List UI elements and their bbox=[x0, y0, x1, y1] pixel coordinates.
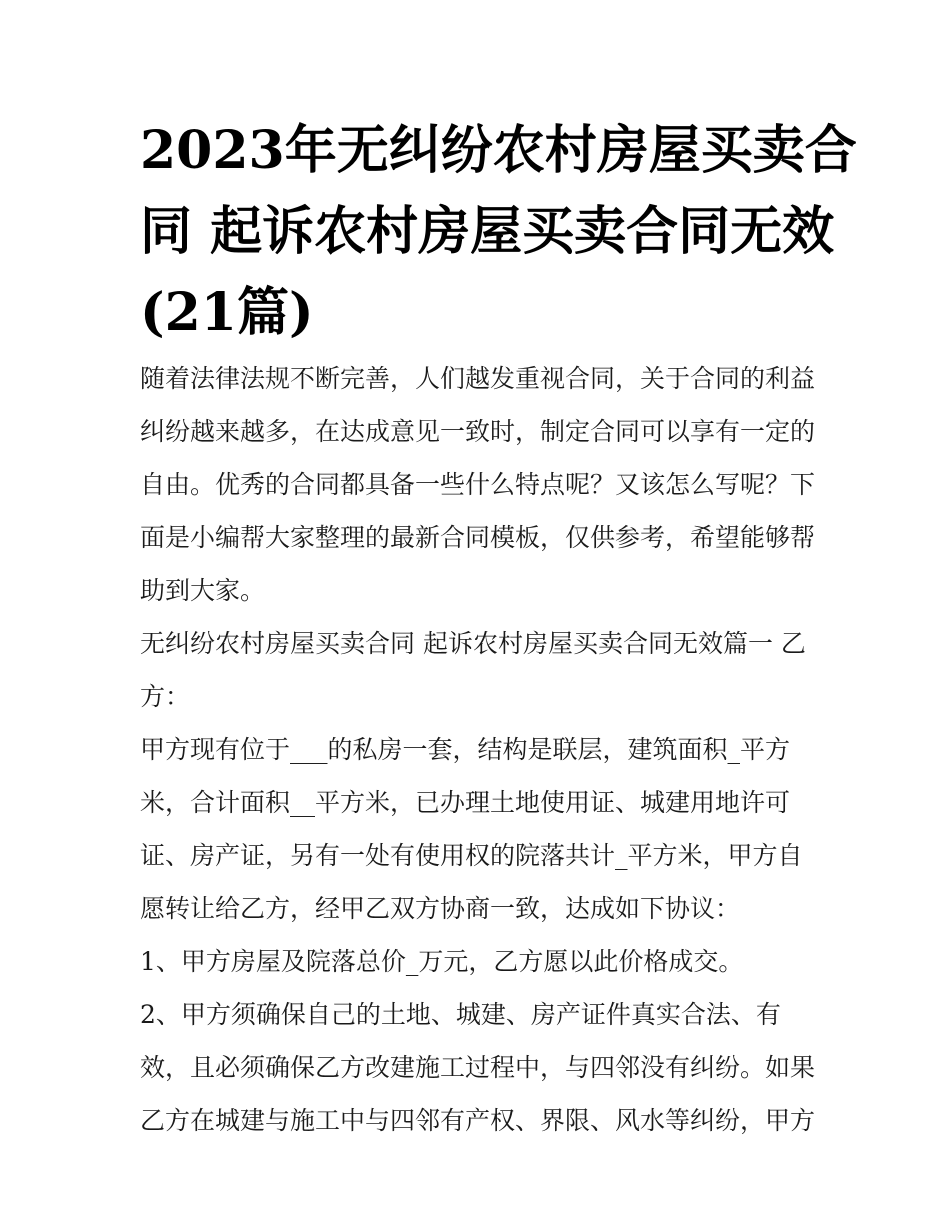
document-title bbox=[140, 110, 857, 353]
text-line: 2、甲方须确保自己的土地、城建、房产证件真实合法、有 bbox=[140, 1000, 781, 1029]
text-line: 助到大家。 bbox=[140, 576, 266, 605]
text-line: 1、甲方房屋及院落总价_万元，乙方愿以此价格成交。 bbox=[140, 947, 744, 976]
text-line: 愿转让给乙方，经甲乙双方协商一致，达成如下协议： bbox=[140, 894, 741, 923]
text-line: 方： bbox=[140, 682, 191, 711]
text-line: 甲方现有位于___的私房一套，结构是联层，建筑面积_平方 bbox=[140, 735, 791, 764]
document-body bbox=[140, 352, 830, 1147]
text-line: 纠纷越来越多，在达成意见一致时，制定合同可以享有一定的 bbox=[140, 417, 816, 446]
clause-2 bbox=[140, 988, 830, 1147]
text-line: 随着法律法规不断完善，人们越发重视合同，关于合同的利益 bbox=[140, 364, 816, 393]
title-line: (21篇) bbox=[140, 282, 314, 343]
text-line: 米，合计面积__平方米，已办理土地使用证、城建用地许可 bbox=[140, 788, 791, 817]
text-line: 乙方在城建与施工中与四邻有产权、界限、风水等纠纷，甲方 bbox=[140, 1106, 816, 1135]
section-heading bbox=[140, 617, 830, 723]
text-line: 无纠纷农村房屋买卖合同 起诉农村房屋买卖合同无效篇一 乙 bbox=[140, 629, 806, 658]
intro-paragraph bbox=[140, 352, 830, 617]
text-line: 效，且必须确保乙方改建施工过程中，与四邻没有纠纷。如果 bbox=[140, 1053, 816, 1082]
text-line: 证、房产证，另有一处有使用权的院落共计_平方米，甲方自 bbox=[140, 841, 803, 870]
title-line: 同 起诉农村房屋买卖合同无效 bbox=[140, 201, 835, 262]
title-line: 2023年无纠纷农村房屋买卖合 bbox=[140, 120, 857, 181]
contract-paragraph bbox=[140, 723, 830, 935]
text-line: 自由。优秀的合同都具备一些什么特点呢？又该怎么写呢？下 bbox=[140, 470, 816, 499]
clause-1 bbox=[140, 935, 830, 988]
text-line: 面是小编帮大家整理的最新合同模板，仅供参考，希望能够帮 bbox=[140, 523, 816, 552]
